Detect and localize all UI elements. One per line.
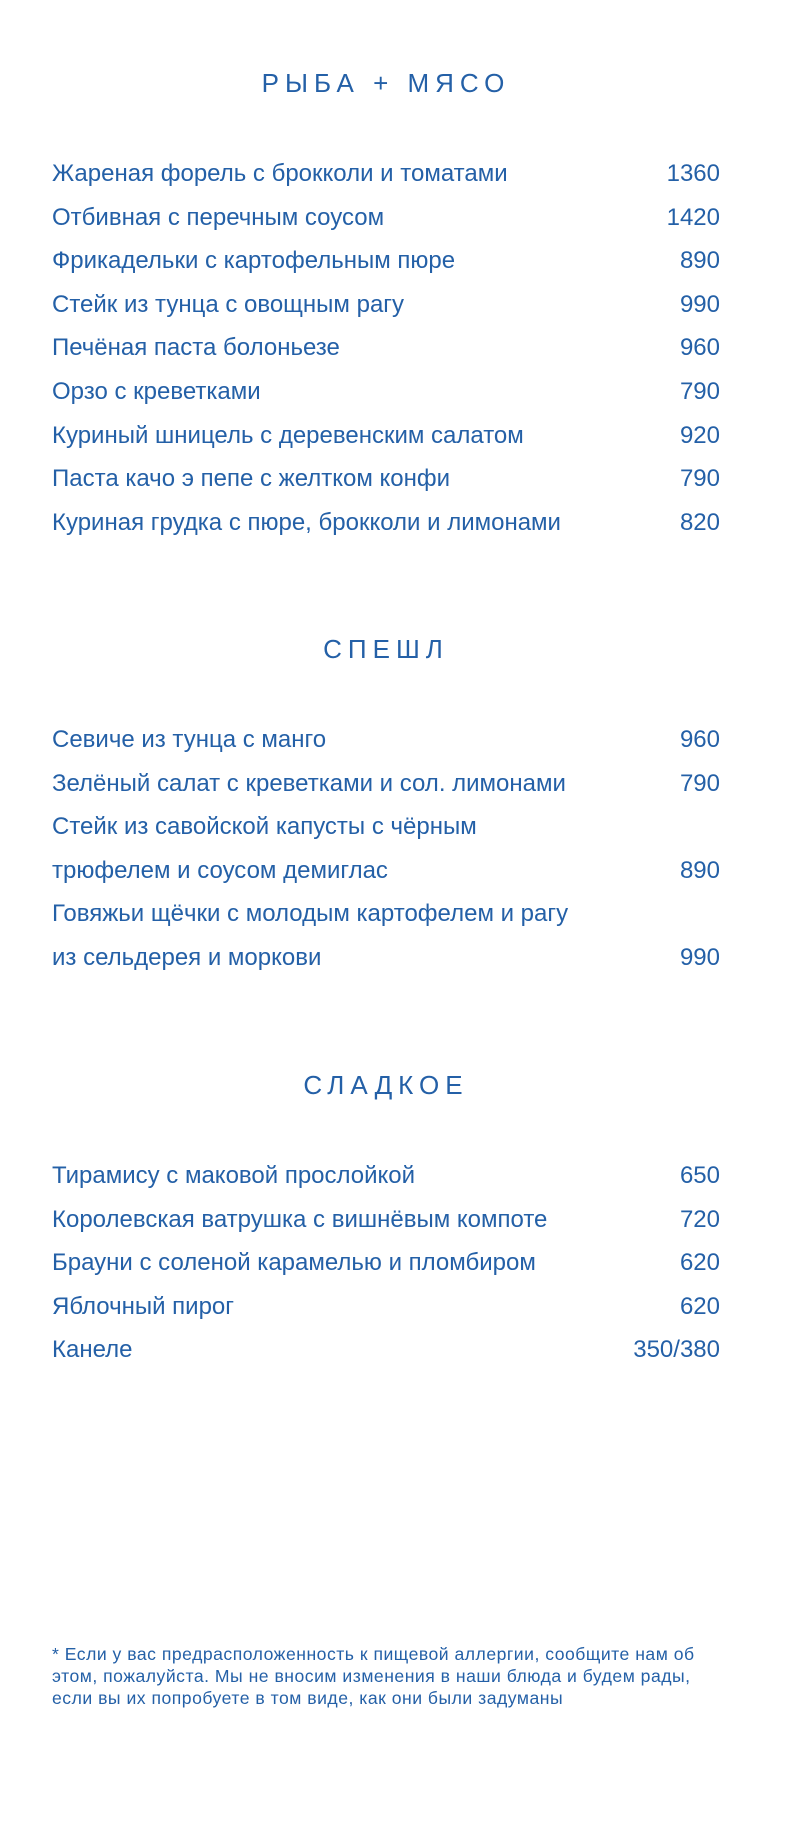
item-name: Зелёный салат с креветками и сол. лимонами xyxy=(52,769,566,797)
menu-item-line-1 xyxy=(52,805,720,849)
item-price: 960 xyxy=(679,726,720,753)
item-price: 720 xyxy=(679,1205,720,1233)
menu-item xyxy=(52,239,720,283)
item-name: Говяжьи щёчки с молодым картофелем и рагу xyxy=(52,900,569,928)
menu-item xyxy=(52,1328,720,1372)
menu-item xyxy=(52,283,720,327)
menu-item xyxy=(52,762,720,806)
menu-item xyxy=(52,370,720,414)
item-name: Яблочный пирог xyxy=(52,1292,235,1320)
menu-item xyxy=(52,1241,720,1285)
section-special xyxy=(52,632,720,980)
item-price: 790 xyxy=(679,465,720,493)
menu-item xyxy=(52,1285,720,1329)
item-price: 890 xyxy=(679,247,720,275)
item-name: Паста качо э пепе с желтком конфи xyxy=(52,465,451,493)
item-price: 790 xyxy=(679,769,720,797)
menu-item-line-2 xyxy=(52,936,720,980)
item-price: 790 xyxy=(679,377,720,405)
menu-list xyxy=(52,1154,720,1372)
menu-item-line-2 xyxy=(52,849,720,893)
menu-item xyxy=(52,196,720,240)
menu-item xyxy=(52,414,720,458)
section-desserts xyxy=(52,1068,720,1372)
menu-item xyxy=(52,501,720,545)
item-price: 620 xyxy=(679,1249,720,1277)
menu-list xyxy=(52,718,720,980)
item-name: Севиче из тунца с манго xyxy=(52,726,327,753)
item-price: 990 xyxy=(679,290,720,318)
item-price: 920 xyxy=(679,421,720,449)
item-price: 990 xyxy=(679,943,720,971)
section-title: СПЕШЛ xyxy=(323,634,449,664)
item-name: Отбивная с перечным соусом xyxy=(52,203,385,231)
allergy-note: * Если у вас предрасположенность к пищевой аллергии, сообщите нам об этом, пожалуйста. Мы не вносим изменения в наши блюда и будем рады, если вы их попробуете в том виде, как они были задуманы xyxy=(52,1644,695,1708)
item-name: Брауни с соленой карамелью и пломбиром xyxy=(52,1249,536,1277)
item-price: 650 xyxy=(679,1162,720,1189)
item-price: 1360 xyxy=(666,160,720,187)
section-fish-meat xyxy=(52,66,720,544)
item-name: Куриный шницель с деревенским салатом xyxy=(52,421,524,449)
item-price: 960 xyxy=(679,334,720,362)
section-title: СЛАДКОЕ xyxy=(303,1070,469,1100)
item-name-continued: трюфелем и соусом демиглас xyxy=(52,856,388,884)
item-name: Фрикадельки с картофельным пюре xyxy=(52,247,456,275)
item-name: Стейк из савойской капусты с чёрным xyxy=(52,813,477,841)
menu-item xyxy=(52,457,720,501)
item-name: Орзо с креветками xyxy=(52,377,261,405)
section-title: РЫБА + МЯСО xyxy=(261,68,511,98)
item-price: 820 xyxy=(679,508,720,536)
item-name: Тирамису с маковой прослойкой xyxy=(52,1162,416,1189)
item-name: Печёная паста болоньезе xyxy=(52,334,340,362)
item-name-continued: из сельдерея и моркови xyxy=(52,943,322,971)
item-price: 890 xyxy=(679,856,720,884)
menu-item xyxy=(52,1198,720,1242)
menu-item-line-1 xyxy=(52,892,720,936)
menu-item xyxy=(52,1154,720,1198)
menu-list xyxy=(52,152,720,544)
menu-item xyxy=(52,152,720,196)
item-name: Куриная грудка с пюре, брокколи и лимонами xyxy=(52,508,561,536)
item-price: 620 xyxy=(679,1292,720,1320)
menu-item xyxy=(52,718,720,762)
item-name: Канеле xyxy=(52,1336,133,1364)
item-price: 1420 xyxy=(666,203,720,231)
item-name: Королевская ватрушка с вишнёвым компоте xyxy=(52,1205,548,1233)
menu-item xyxy=(52,326,720,370)
item-name: Стейк из тунца с овощным рагу xyxy=(52,290,405,318)
item-price: 350/380 xyxy=(633,1336,720,1364)
item-name: Жареная форель с брокколи и томатами xyxy=(52,160,508,187)
